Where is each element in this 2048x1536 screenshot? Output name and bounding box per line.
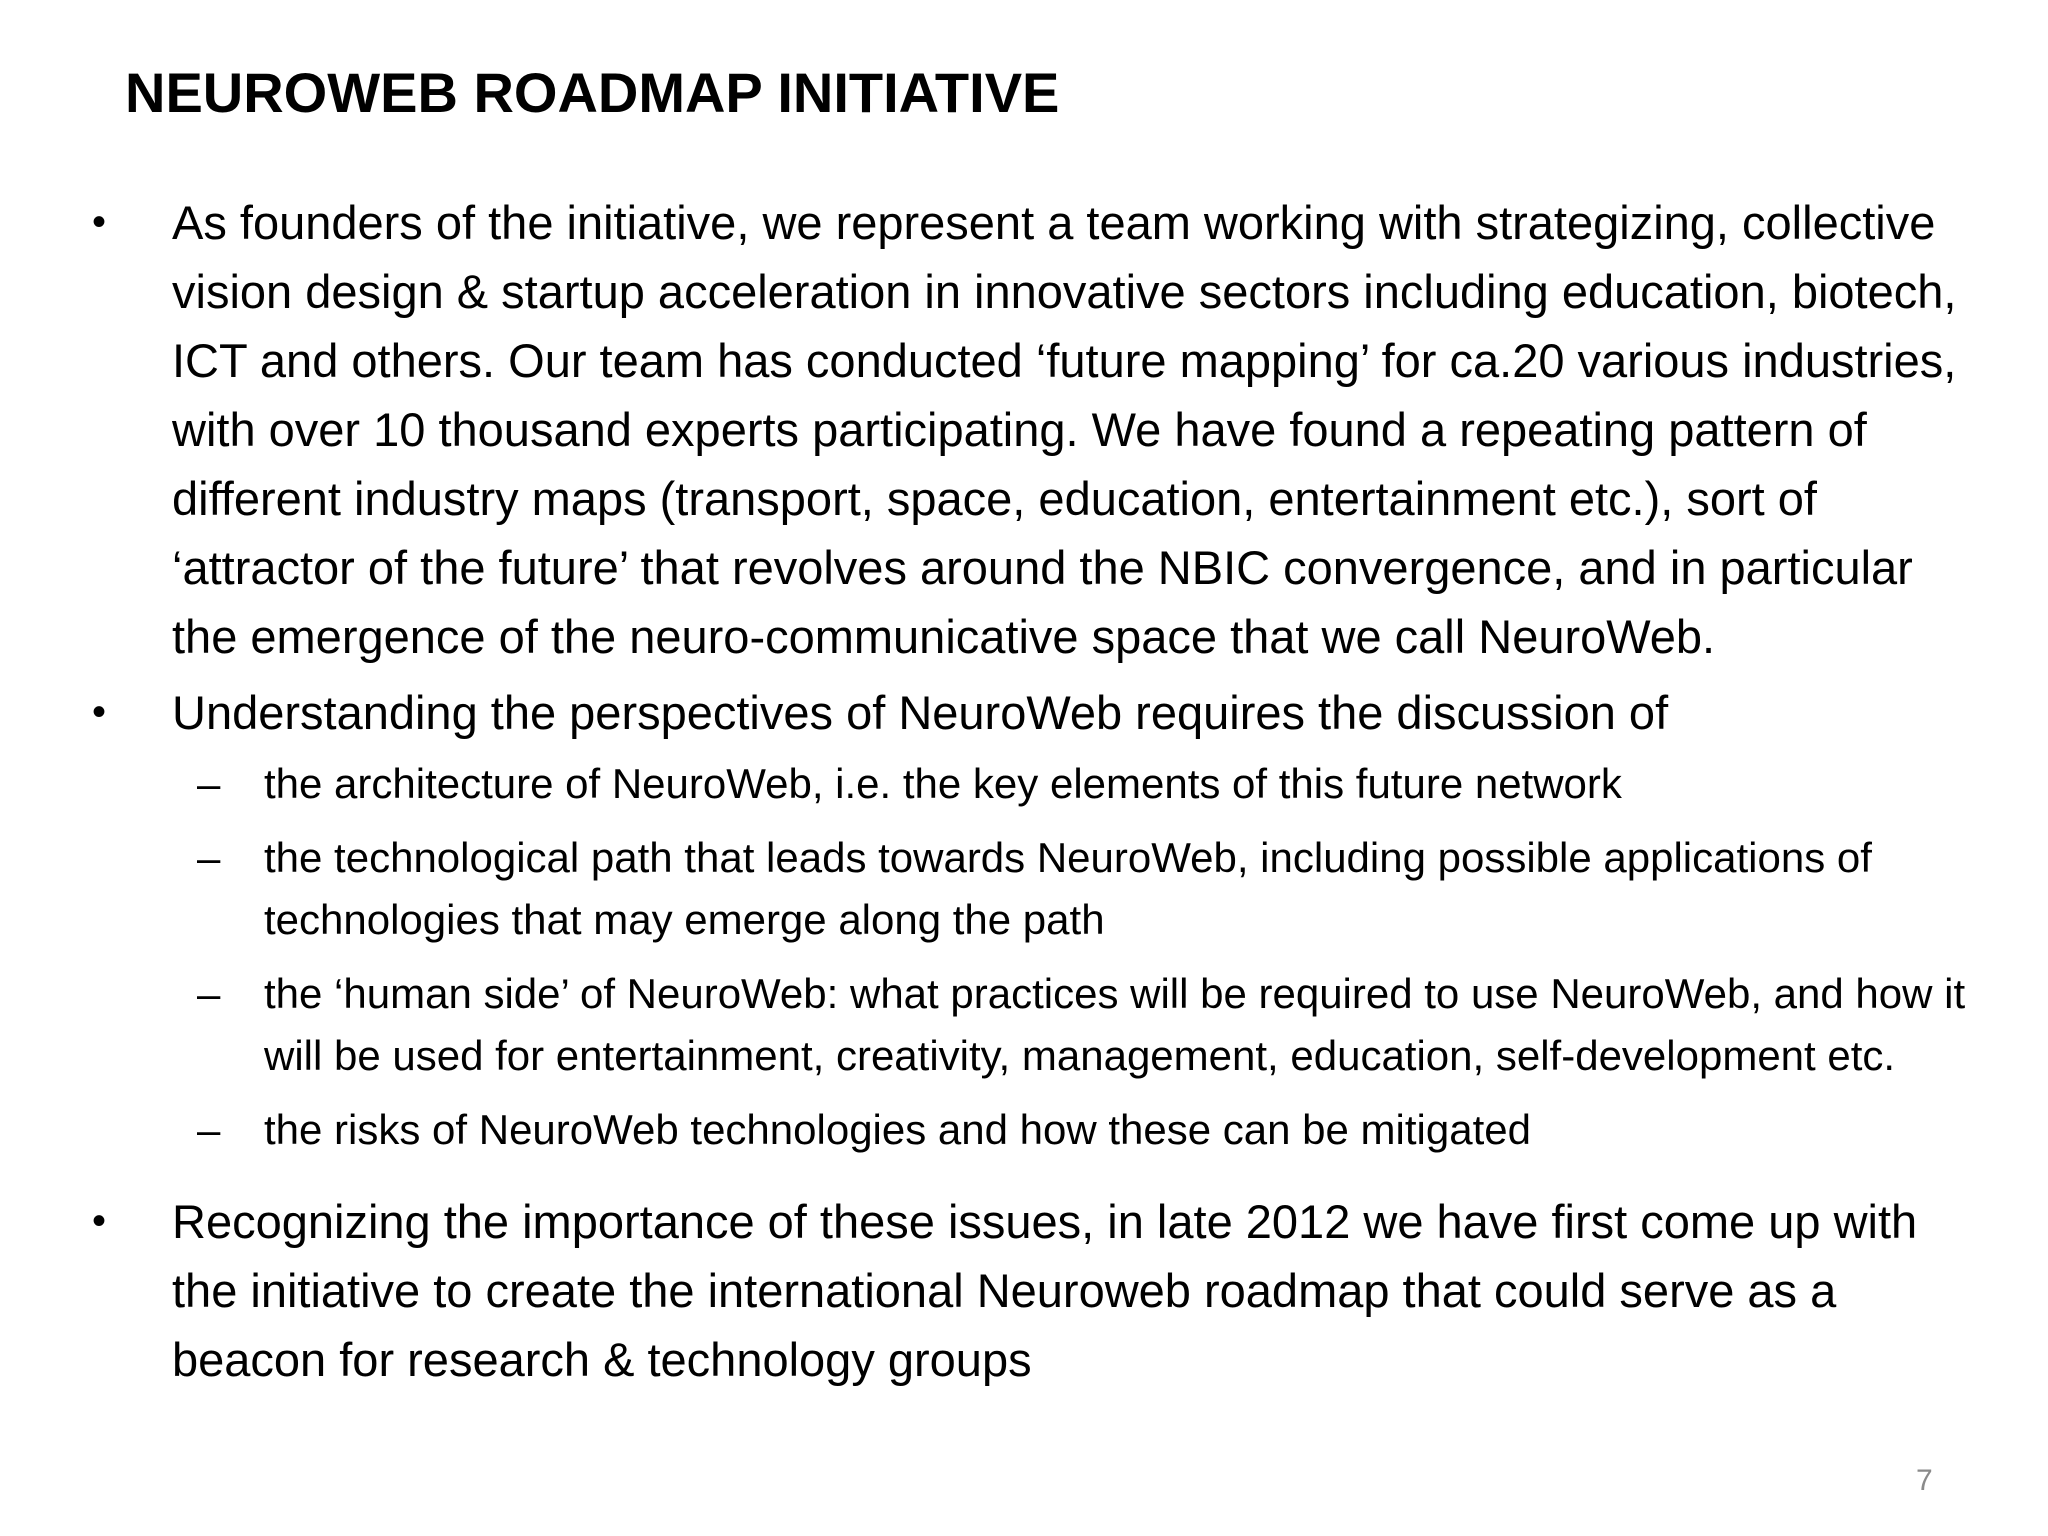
- sub-item-technological-path: [0, 827, 2048, 951]
- slide-content: [0, 188, 2048, 1394]
- dash-marker: –: [197, 1106, 221, 1153]
- page-number: 7: [1916, 1464, 1933, 1497]
- sub-item-text: the technological path that leads towards NeuroWeb, including possible applications of technologies that may emerge along the path: [264, 834, 1872, 943]
- bullet-marker: •: [92, 690, 107, 734]
- bullet-text: As founders of the initiative, we represent a team working with strategizing, collective vision design & startup acceleration in innovative sectors including education, biotech, ICT and others. Our team has conducted ‘future mapping’ for ca.20 various industries, with over 10 thousand experts participating. We have found a repeating pattern of different industry maps (transport, space, education, entertainment etc.), sort of ‘attractor of the future’ that revolves around the NBIC convergence, and in particular the emergence of the neuro-communicative space that we call NeuroWeb.: [172, 196, 1957, 663]
- bullet-text: Understanding the perspectives of NeuroWeb requires the discussion of: [172, 686, 1669, 739]
- bullet-understanding: [0, 678, 2048, 747]
- bullet-marker: •: [92, 1199, 107, 1243]
- sub-item-architecture: [0, 753, 2048, 815]
- sub-item-text: the ‘human side’ of NeuroWeb: what practices will be required to use NeuroWeb, and how it will be used for entertainment, creativity, management, education, self-development etc.: [264, 970, 1966, 1079]
- slide-title: NEUROWEB ROADMAP INITIATIVE: [125, 61, 1060, 124]
- bullet-founders: [0, 188, 2048, 671]
- sub-item-text: the risks of NeuroWeb technologies and how these can be mitigated: [264, 1106, 1531, 1153]
- sub-item-human-side: [0, 963, 2048, 1087]
- sub-item-risks: [0, 1099, 2048, 1161]
- bullet-text: Recognizing the importance of these issues, in late 2012 we have first come up with the initiative to create the international Neuroweb roadmap that could serve as a beacon for research & technology groups: [172, 1195, 1918, 1386]
- sub-item-text: the architecture of NeuroWeb, i.e. the key elements of this future network: [264, 760, 1622, 807]
- bullet-marker: •: [92, 200, 107, 244]
- bullet-recognizing: [0, 1187, 2048, 1394]
- dash-marker: –: [197, 970, 221, 1017]
- dash-marker: –: [197, 760, 221, 807]
- dash-marker: –: [197, 834, 221, 881]
